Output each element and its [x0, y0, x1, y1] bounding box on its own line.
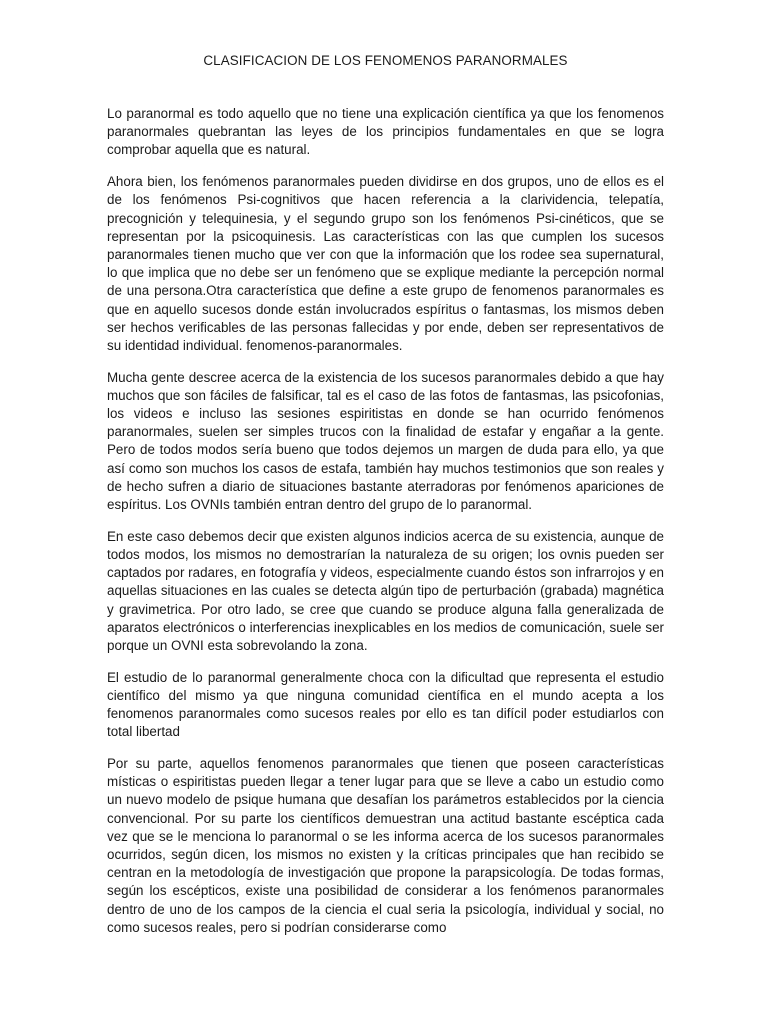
- document-title: CLASIFICACION DE LOS FENOMENOS PARANORMALES: [203, 53, 568, 68]
- paragraph-mystic-characteristics: Por su parte, aquellos fenomenos paranormales que tienen que poseen características místicas o espiritistas pueden llegar a tener lugar para que se lleve a cabo un estudio como un nuevo modelo de psique humana que desafían los parámetros establecidos por la ciencia convencional. Por su parte los científicos demuestran una actitud bastante escéptica cada vez que se le menciona lo paranormal o se les informa acerca de los sucesos paranormales ocurridos, según dicen, los mismos no existen y la críticas principales que han recibido se centran en la metodología de investigación que propone la parapsicología. De todas formas, según los escépticos, existe una posibilidad de considerar a los fenómenos paranormales dentro de uno de los campos de la ciencia el cual seria la psicología, individual y social, no como sucesos reales, pero si podrían considerarse como: [107, 756, 664, 935]
- paragraph-skepticism: Mucha gente descree acerca de la existencia de los sucesos paranormales debido a que hay muchos que son fáciles de falsificar, tal es el caso de las fotos de fantasmas, las psicofonias, los videos e incluso las sesiones espiritistas en donde se han ocurrido fenómenos paranormales, suelen ser simples trucos con la finalidad de estafar y engañar a la gente. Pero de todos modos sería bueno que todos dejemos un margen de duda para ello, ya que así como son muchos los casos de estafa, también hay muchos testimonios que son reales y de hecho sufren a diario de situaciones bastante aterradoras por fenómenos apariciones de espíritus. Los OVNIs también entran dentro del grupo de lo paranormal.: [107, 369, 664, 513]
- paragraph-intro: Lo paranormal es todo aquello que no tiene una explicación científica ya que los fenomenos paranormales quebrantan las leyes de los principios fundamentales en que se logra comprobar aquella que es natural.: [107, 106, 664, 158]
- paragraph-groups: Ahora bien, los fenómenos paranormales pueden dividirse en dos grupos, uno de ellos es el de los fenómenos Psi-cognitivos que hacen referencia a la clarividencia, telepatía, precognición y telequinesia, y el segundo grupo son los fenómenos Psi-cinéticos, que se representan por la psicoquinesis. Las características con las que cumplen los sucesos paranormales tienen mucho que ver con que la información que los rodee sea supernatural, lo que implica que no debe ser un fenómeno que se explique mediante la percepción normal de una persona.Otra característica que define a este grupo de fenomenos paranormales es que en aquello sucesos donde están involucrados espíritus o fantasmas, los mismos deben ser hechos verificables de las personas fallecidas y por ende, deben ser representativos de su identidad individual. fenomenos-paranormales.: [107, 174, 664, 353]
- paragraph-ovnis: En este caso debemos decir que existen algunos indicios acerca de su existencia, aunque de todos modos, los mismos no demostrarían la naturaleza de su origen; los ovnis pueden ser captados por radares, en fotografía y videos, especialmente cuando éstos son infrarrojos y en aquellas situaciones en las cuales se detecta algún tipo de perturbación (grabada) magnética y gravimetrica. Por otro lado, se cree que cuando se produce alguna falla generalizada de aparatos electrónicos o interferencias inexplicables en los medios de comunicación, suele ser porque un OVNI esta sobrevolando la zona.: [107, 528, 664, 653]
- paragraph-scientific-study: El estudio de lo paranormal generalmente choca con la dificultad que representa el estudio científico del mismo ya que ninguna comunidad científica en el mundo acepta a los fenomenos paranormales como sucesos reales por ello es tan difícil poder estudiarlos con total libertad: [107, 669, 664, 740]
